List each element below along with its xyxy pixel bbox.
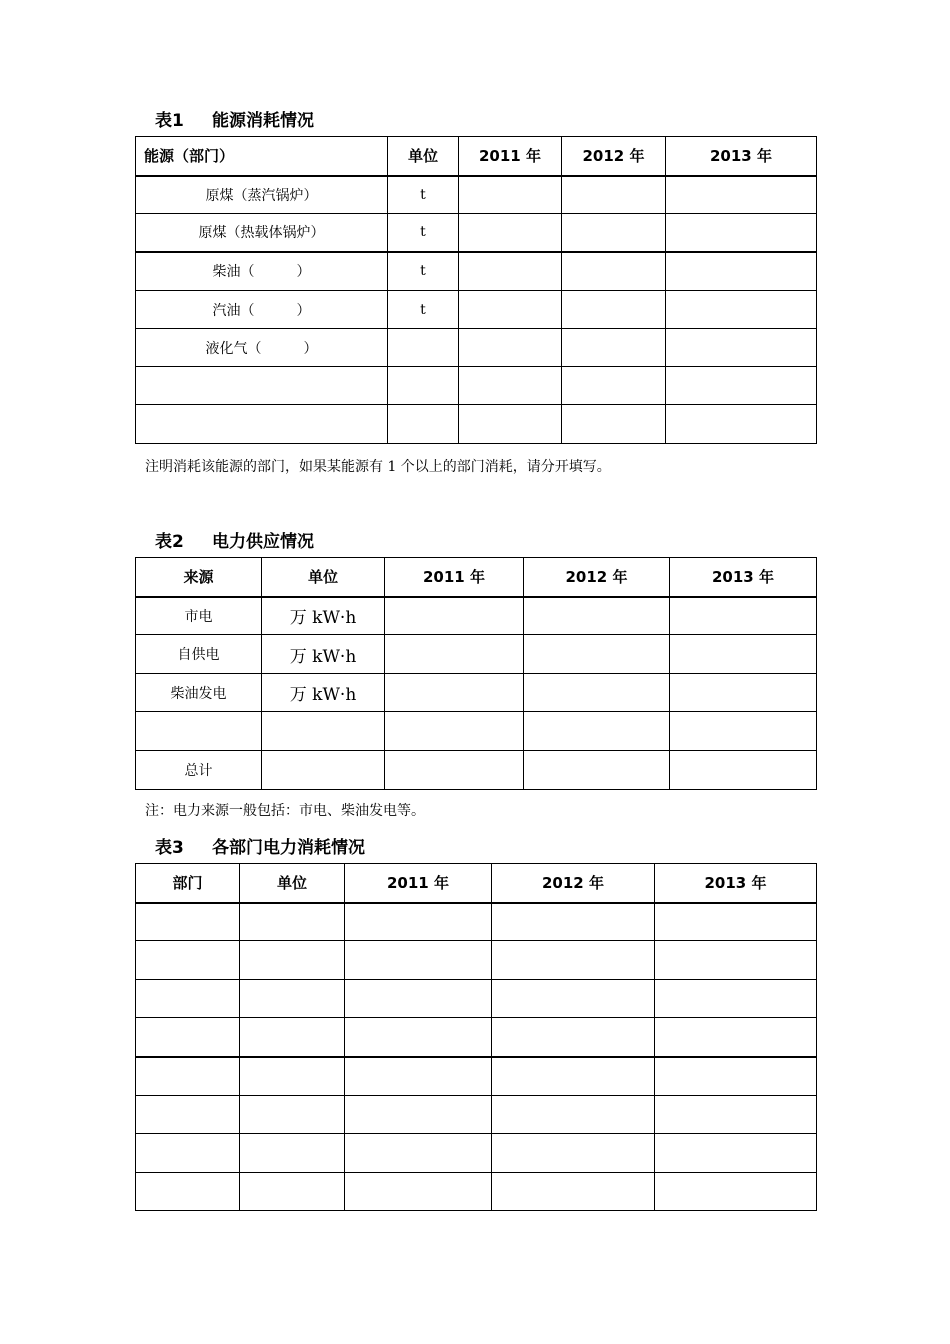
table1-cell[interactable] <box>459 329 562 367</box>
table1-cell[interactable] <box>459 176 562 214</box>
table3-cell[interactable] <box>240 1134 345 1173</box>
table3-cell[interactable] <box>345 1096 492 1134</box>
table-row <box>136 1018 817 1057</box>
table3-cell[interactable] <box>492 980 655 1018</box>
table3-cell[interactable] <box>492 1134 655 1173</box>
table1-title <box>155 106 314 131</box>
table-row <box>136 712 817 751</box>
table3-cell[interactable] <box>240 1057 345 1096</box>
table3-cell[interactable] <box>655 1018 817 1057</box>
table1-cell[interactable] <box>562 405 666 444</box>
table1-cell[interactable] <box>666 329 817 367</box>
table2-cell[interactable] <box>262 751 385 790</box>
table-row <box>136 674 817 712</box>
table2-cell[interactable] <box>670 635 817 674</box>
table2-cell[interactable] <box>524 712 670 751</box>
table1-cell[interactable]: t <box>388 214 459 252</box>
table1-cell[interactable] <box>666 214 817 252</box>
table1-cell[interactable]: t <box>388 176 459 214</box>
table3-cell[interactable] <box>136 1173 240 1211</box>
table3-cell[interactable] <box>240 1173 345 1211</box>
table3-cell[interactable] <box>136 1096 240 1134</box>
table3-cell[interactable] <box>655 1134 817 1173</box>
table1-cell[interactable] <box>388 367 459 405</box>
table2-header-row <box>136 558 817 597</box>
table-row <box>136 751 817 790</box>
table1-cell[interactable]: t <box>388 291 459 329</box>
table2-cell[interactable] <box>670 674 817 712</box>
table2-cell[interactable]: 柴油发电 <box>136 674 262 712</box>
table3-cell[interactable] <box>136 1018 240 1057</box>
table3-header-2011: 2011 年 <box>345 864 492 903</box>
table2-note: 注：电力来源一般包括：市电、柴油发电等。 <box>145 803 425 819</box>
table3-cell[interactable] <box>345 903 492 941</box>
table-row <box>136 635 817 674</box>
table1-cell[interactable] <box>666 367 817 405</box>
table2-cell[interactable]: 总计 <box>136 751 262 790</box>
table3-cell[interactable] <box>136 1057 240 1096</box>
table-row <box>136 1134 817 1173</box>
table2-header-unit: 单位 <box>262 558 385 597</box>
table3-cell[interactable] <box>655 941 817 980</box>
table-row <box>136 903 817 941</box>
table3-cell[interactable] <box>345 941 492 980</box>
table2-cell[interactable] <box>524 674 670 712</box>
table1-header-2013: 2013 年 <box>666 137 817 176</box>
table1-header-unit: 单位 <box>388 137 459 176</box>
table3-header-unit: 单位 <box>240 864 345 903</box>
table-row <box>136 252 817 291</box>
table1-cell[interactable] <box>666 252 817 291</box>
table3-cell[interactable] <box>136 941 240 980</box>
table1-header-2012: 2012 年 <box>562 137 666 176</box>
table3-title-text: 各部门电力消耗情况 <box>212 838 365 858</box>
table1-cell[interactable]: 液化气（ ） <box>136 329 388 367</box>
table2-cell[interactable]: 市电 <box>136 597 262 635</box>
table3-cell[interactable] <box>492 1096 655 1134</box>
table2-header-2013: 2013 年 <box>670 558 817 597</box>
table2-title <box>155 527 314 552</box>
table1-note: 注明消耗该能源的部门，如果某能源有 1 个以上的部门消耗，请分开填写。 <box>145 459 611 475</box>
table1-header-energy: 能源（部门） <box>136 137 388 176</box>
table-row <box>136 597 817 635</box>
table2-cell[interactable] <box>670 712 817 751</box>
table3-cell[interactable] <box>655 980 817 1018</box>
table-row <box>136 980 817 1018</box>
table3-cell[interactable] <box>136 903 240 941</box>
table3-cell[interactable] <box>345 1018 492 1057</box>
table1-cell[interactable]: 原煤（热载体锅炉） <box>136 214 388 252</box>
table3-title <box>155 833 365 858</box>
table1-cell[interactable] <box>562 214 666 252</box>
table1-cell[interactable] <box>136 405 388 444</box>
table-row <box>136 329 817 367</box>
table2-cell[interactable] <box>670 597 817 635</box>
table2-cell[interactable]: 万 kW·h <box>262 635 385 674</box>
table3-cell[interactable] <box>136 1134 240 1173</box>
table2-cell[interactable] <box>136 712 262 751</box>
table1-cell[interactable] <box>562 291 666 329</box>
table1-cell[interactable]: 原煤（蒸汽锅炉） <box>136 176 388 214</box>
department-power-table <box>135 863 817 1211</box>
table3-cell[interactable] <box>492 903 655 941</box>
table1-cell[interactable] <box>459 291 562 329</box>
table3-cell[interactable] <box>492 1173 655 1211</box>
table1-cell[interactable] <box>666 405 817 444</box>
table3-cell[interactable] <box>240 980 345 1018</box>
table2-cell[interactable] <box>385 597 524 635</box>
table1-cell[interactable] <box>562 329 666 367</box>
table2-title-text: 电力供应情况 <box>212 532 314 552</box>
table3-cell[interactable] <box>345 1173 492 1211</box>
table3-header-row <box>136 864 817 903</box>
table3-header-2013: 2013 年 <box>655 864 817 903</box>
table3-cell[interactable] <box>345 980 492 1018</box>
table3-cell[interactable] <box>655 1096 817 1134</box>
table1-cell[interactable]: 汽油（ ） <box>136 291 388 329</box>
table2-cell[interactable]: 万 kW·h <box>262 674 385 712</box>
table2-cell[interactable] <box>385 712 524 751</box>
table3-cell[interactable] <box>240 1018 345 1057</box>
energy-consumption-table <box>135 136 817 444</box>
table2-cell[interactable] <box>670 751 817 790</box>
table-row <box>136 176 817 214</box>
table3-cell[interactable] <box>345 1057 492 1096</box>
table1-cell[interactable]: t <box>388 252 459 291</box>
table1-cell[interactable] <box>388 329 459 367</box>
table2-cell[interactable] <box>385 674 524 712</box>
table3-title-number: 表3 <box>155 838 184 858</box>
table2-cell[interactable] <box>524 751 670 790</box>
table2-header-2011: 2011 年 <box>385 558 524 597</box>
table1-cell[interactable] <box>562 252 666 291</box>
table3-cell[interactable] <box>136 980 240 1018</box>
table1-cell[interactable] <box>666 291 817 329</box>
table2-title-number: 表2 <box>155 532 184 552</box>
table-row <box>136 941 817 980</box>
table1-cell[interactable] <box>459 214 562 252</box>
table2-cell[interactable] <box>524 635 670 674</box>
table3-cell[interactable] <box>240 1096 345 1134</box>
table2-cell[interactable]: 万 kW·h <box>262 597 385 635</box>
table3-cell[interactable] <box>240 941 345 980</box>
table1-title-text: 能源消耗情况 <box>212 111 314 131</box>
table-row <box>136 214 817 252</box>
table1-cell[interactable] <box>459 405 562 444</box>
table-row <box>136 1173 817 1211</box>
table3-cell[interactable] <box>492 1018 655 1057</box>
table-row <box>136 291 817 329</box>
table2-cell[interactable]: 自供电 <box>136 635 262 674</box>
table-row <box>136 367 817 405</box>
table3-cell[interactable] <box>655 1173 817 1211</box>
table1-cell[interactable] <box>459 252 562 291</box>
table3-cell[interactable] <box>492 1057 655 1096</box>
table3-cell[interactable] <box>655 1057 817 1096</box>
table3-header-department: 部门 <box>136 864 240 903</box>
table2-cell[interactable] <box>385 751 524 790</box>
table2-cell[interactable] <box>385 635 524 674</box>
table1-cell[interactable] <box>388 405 459 444</box>
table2-cell[interactable] <box>524 597 670 635</box>
table-row <box>136 1096 817 1134</box>
table1-cell[interactable] <box>459 367 562 405</box>
power-supply-table <box>135 557 817 790</box>
table1-cell[interactable] <box>562 176 666 214</box>
table1-header-2011: 2011 年 <box>459 137 562 176</box>
table3-header-2012: 2012 年 <box>492 864 655 903</box>
table1-cell[interactable] <box>136 367 388 405</box>
table3-cell[interactable] <box>345 1134 492 1173</box>
table-row <box>136 405 817 444</box>
table2-header-2012: 2012 年 <box>524 558 670 597</box>
table1-cell[interactable]: 柴油（ ） <box>136 252 388 291</box>
table-row <box>136 1057 817 1096</box>
table1-cell[interactable] <box>562 367 666 405</box>
table2-cell[interactable] <box>262 712 385 751</box>
table1-header-row <box>136 137 817 176</box>
table2-header-source: 来源 <box>136 558 262 597</box>
table1-title-number: 表1 <box>155 111 184 131</box>
table3-cell[interactable] <box>655 903 817 941</box>
table3-cell[interactable] <box>240 903 345 941</box>
table3-cell[interactable] <box>492 941 655 980</box>
table1-cell[interactable] <box>666 176 817 214</box>
